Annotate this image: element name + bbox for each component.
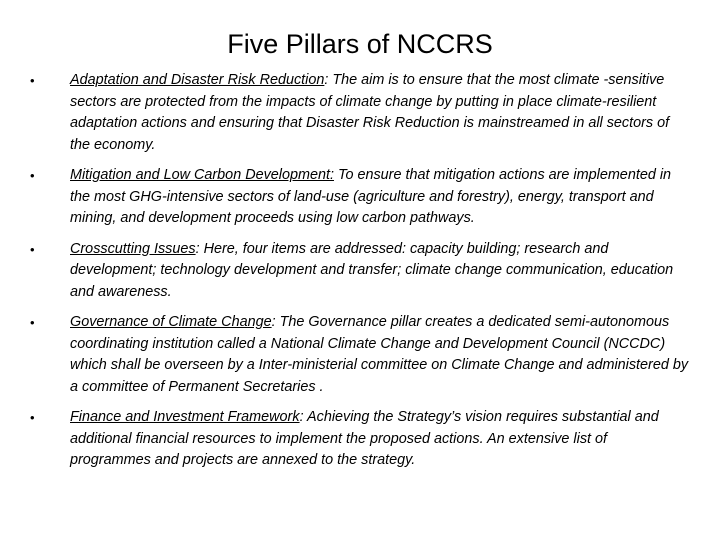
pillar-item bbox=[28, 407, 690, 472]
pillar-heading: Governance of Climate Change bbox=[70, 314, 272, 330]
pillar-separator: : bbox=[324, 72, 333, 88]
pillar-text bbox=[70, 239, 690, 304]
slide-title: Five Pillars of NCCRS bbox=[227, 29, 493, 59]
pillar-text bbox=[70, 165, 690, 230]
pillar-item bbox=[28, 165, 690, 230]
pillar-text bbox=[70, 312, 690, 398]
pillar-item bbox=[28, 239, 690, 304]
pillar-body: To ensure that mitigation actions are implemented in the most GHG-intensive sectors of land-use (agriculture and forestry), energy, transport and mining, and development proceeds using low carbon pathways. bbox=[70, 167, 672, 226]
pillar-text bbox=[70, 407, 690, 472]
pillar-separator: : bbox=[195, 240, 204, 257]
bullet-icon: • bbox=[30, 73, 35, 88]
pillar-heading: Crosscutting Issues bbox=[70, 240, 196, 257]
pillar-heading: Adaptation and Disaster Risk Reduction bbox=[70, 72, 325, 88]
pillar-body: Achieving the Strategy’s vision requires substantial and additional financial resources to implement the proposed actions. An extensive list of programmes and projects are annexed to the strategy. bbox=[70, 409, 659, 468]
pillar-separator: : bbox=[271, 314, 280, 330]
pillar-list bbox=[28, 70, 690, 472]
pillar-body: Here, four items are addressed: capacity building; research and development; technology development and transfer; climate change communication, education and awareness. bbox=[70, 240, 674, 300]
pillar-text bbox=[70, 70, 690, 156]
pillar-body: The aim is to ensure that the most climate -sensitive sectors are protected from the impacts of climate change by putting in place climate-resilient adaptation actions and ensuring that Disaster Risk Reduction is mainstreamed in all sectors of the economy. bbox=[70, 72, 670, 153]
bullet-icon: • bbox=[30, 241, 35, 257]
pillar-item bbox=[28, 312, 690, 398]
pillar-item bbox=[28, 70, 690, 156]
pillar-heading: Finance and Investment Framework bbox=[70, 409, 300, 425]
pillar-separator: : bbox=[299, 409, 308, 425]
bullet-icon: • bbox=[30, 410, 35, 425]
pillar-heading: Mitigation and Low Carbon Development: bbox=[70, 167, 334, 183]
pillar-body: The Governance pillar creates a dedicated semi-autonomous coordinating institution called a National Climate Change and Development Council (NCCDC) which shall be overseen by a Inter-ministerial committee on Climate Change and administered by a committee of Permanent Secretaries . bbox=[70, 314, 689, 395]
bullet-icon: • bbox=[30, 315, 35, 330]
bullet-icon: • bbox=[30, 168, 35, 183]
